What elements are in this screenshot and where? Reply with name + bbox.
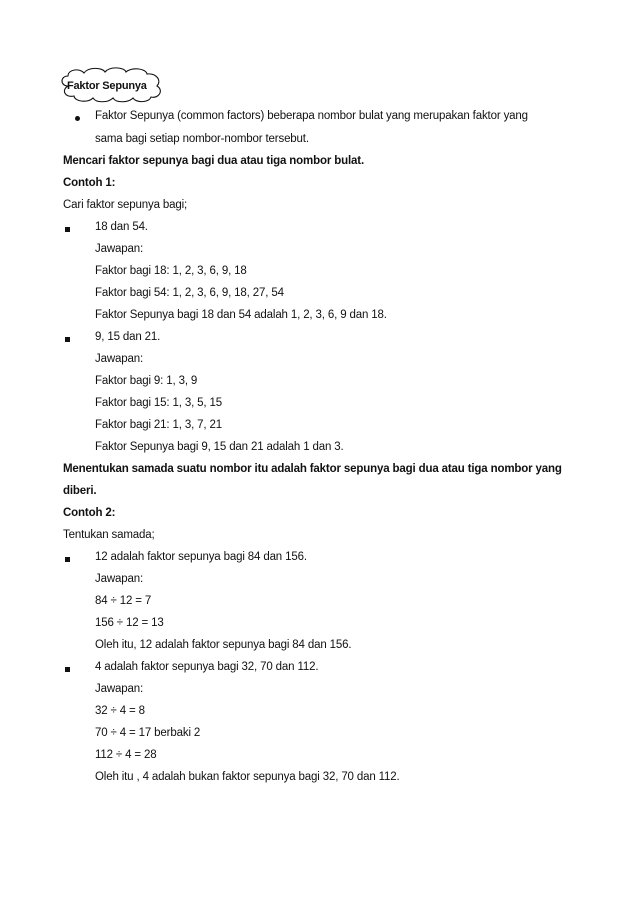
example1-item1-question: 18 dan 54. — [95, 221, 148, 233]
example1-heading: Contoh 1: — [63, 177, 116, 189]
example1-item2-line: Faktor bagi 15: 1, 3, 5, 15 — [95, 397, 223, 409]
example2-item1-question: 12 adalah faktor sepunya bagi 84 dan 156. — [95, 551, 307, 563]
section2-heading-line2: diberi. — [63, 485, 97, 497]
example2-item1-line: 84 ÷ 12 = 7 — [95, 595, 152, 607]
round-bullet — [75, 116, 80, 121]
example2-item1-line: 156 ÷ 12 = 13 — [95, 617, 164, 629]
cloud-title-text: Faktor Sepunya — [67, 80, 147, 92]
example1-item2-answer-label: Jawapan: — [95, 353, 144, 365]
example2-item2-question: 4 adalah faktor sepunya bagi 32, 70 dan 112. — [95, 661, 319, 673]
square-bullet — [65, 227, 70, 232]
section1-heading: Mencari faktor sepunya bagi dua atau tiga nombor bulat. — [63, 155, 365, 167]
title-cloud — [58, 66, 166, 104]
example1-item1-answer-label: Jawapan: — [95, 243, 144, 255]
square-bullet — [65, 337, 70, 342]
example2-item2-line: 112 ÷ 4 = 28 — [95, 749, 157, 761]
example1-prompt: Cari faktor sepunya bagi; — [63, 199, 188, 211]
example2-item2-answer-label: Jawapan: — [95, 683, 144, 695]
example1-item2-line: Faktor bagi 9: 1, 3, 9 — [95, 375, 198, 387]
example1-item2-line: Faktor Sepunya bagi 9, 15 dan 21 adalah 1 dan 3. — [95, 441, 344, 453]
example1-item1-line: Faktor Sepunya bagi 18 dan 54 adalah 1, 2, 3, 6, 9 dan 18. — [95, 309, 387, 321]
example2-heading: Contoh 2: — [63, 507, 116, 519]
intro-line-2: sama bagi setiap nombor-nombor tersebut. — [95, 133, 309, 145]
example1-item1-line: Faktor bagi 18: 1, 2, 3, 6, 9, 18 — [95, 265, 247, 277]
example2-item2-line: 70 ÷ 4 = 17 berbaki 2 — [95, 727, 201, 739]
intro-line-1: Faktor Sepunya (common factors) beberapa nombor bulat yang merupakan faktor yang — [95, 110, 528, 122]
example2-item1-answer-label: Jawapan: — [95, 573, 144, 585]
example1-item1-line: Faktor bagi 54: 1, 2, 3, 6, 9, 18, 27, 54 — [95, 287, 284, 299]
square-bullet — [65, 557, 70, 562]
example2-item2-line: Oleh itu , 4 adalah bukan faktor sepunya bagi 32, 70 dan 112. — [95, 771, 400, 783]
example2-item1-line: Oleh itu, 12 adalah faktor sepunya bagi 84 dan 156. — [95, 639, 352, 651]
square-bullet — [65, 667, 70, 672]
example1-item2-line: Faktor bagi 21: 1, 3, 7, 21 — [95, 419, 223, 431]
section2-heading-line1: Menentukan samada suatu nombor itu adalah faktor sepunya bagi dua atau tiga nombor yang — [63, 463, 562, 475]
example2-item2-line: 32 ÷ 4 = 8 — [95, 705, 145, 717]
example1-item2-question: 9, 15 dan 21. — [95, 331, 161, 343]
example2-prompt: Tentukan samada; — [63, 529, 155, 541]
